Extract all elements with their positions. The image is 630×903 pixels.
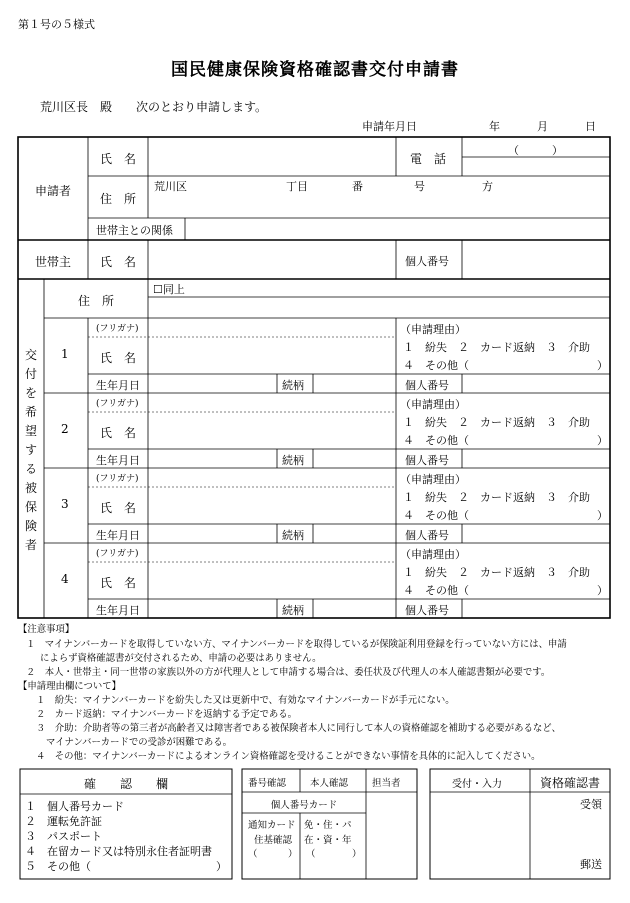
name-label: 氏 名 (100, 351, 137, 365)
relation-label: 続柄 (282, 529, 304, 542)
name-label: 氏 名 (100, 426, 137, 440)
applicant-address-label: 住 所 (100, 192, 137, 206)
address-chome: 丁目 (286, 180, 308, 193)
personal-card-label: 個人番号カード (270, 800, 338, 811)
note-1b: によらず資格確認書が交付されるため、申請の必要はありません。 (40, 653, 322, 664)
personal-number-label: 個人番号 (405, 529, 449, 542)
reason-other-close: ） (597, 434, 608, 447)
name-field[interactable] (150, 414, 394, 448)
householder-section-label: 世帯主 (35, 255, 72, 269)
reason-options[interactable]: １ 紛失 ２ カード返納 ３ 介助 (403, 416, 590, 429)
householder-number-label: 個人番号 (405, 255, 449, 268)
reason-other-close: ） (597, 584, 608, 597)
insured-address-label: 住 所 (78, 294, 115, 308)
page-title: 国民健康保険資格確認書交付申請書 (171, 60, 459, 80)
confirm-item-4[interactable]: ４ 在留カード又は特別永住者証明書 (25, 845, 212, 858)
birth-field[interactable] (150, 526, 276, 542)
reason-other-close: ） (597, 509, 608, 522)
reason-other[interactable]: ４ その他（ (403, 434, 469, 447)
name-field[interactable] (150, 564, 394, 598)
paren-close-right: ） (352, 849, 362, 860)
reason-note-3a: ３ 介助：介助者等の第三者が高齢者又は障害者である被保険者本人に同行して本人の資格確認を補助する必要があるなど、 (36, 723, 562, 734)
relation-label: 続柄 (282, 604, 304, 617)
address-ward: 荒川区 (154, 180, 187, 193)
phone-label: 電 話 (410, 152, 447, 166)
notice-card-label: 通知カード (248, 820, 296, 831)
reason-title: （申請理由） (400, 398, 466, 411)
applicant-section-label: 申請者 (35, 184, 72, 198)
address-go: 号 (414, 180, 425, 193)
relation-label: 世帯主との関係 (96, 224, 173, 237)
reason-options[interactable]: １ 紛失 ２ カード返納 ３ 介助 (403, 341, 590, 354)
householder-name-field[interactable] (150, 242, 394, 277)
relation-label: 続柄 (282, 379, 304, 392)
reasons-header: 【申請理由欄について】 (18, 681, 121, 692)
mailed-label: 郵送 (580, 858, 602, 871)
reason-other[interactable]: ４ その他（ (403, 584, 469, 597)
date-day: 日 (585, 120, 596, 133)
reason-title: （申請理由） (400, 473, 466, 486)
relation-field[interactable] (315, 601, 395, 617)
received-label: 受領 (580, 798, 602, 811)
reason-note-2: ２ カード返納：マイナンバーカードを返納する予定である。 (36, 709, 298, 720)
accept-input-label: 受付・入力 (452, 779, 502, 790)
furigana-label: (フリガナ) (96, 549, 139, 559)
personal-number-label: 個人番号 (405, 454, 449, 467)
name-label: 氏 名 (100, 576, 137, 590)
personal-number-label: 個人番号 (405, 604, 449, 617)
furigana-field[interactable] (150, 395, 394, 411)
reason-note-1: １ 紛失：マイナンバーカードを紛失した又は更新中で、有効なマイナンバーカードが手元にない。 (36, 695, 455, 706)
person-number: 3 (61, 497, 69, 511)
reason-note-4: ４ その他：マイナンバーカードによるオンライン資格確認を受けることができない事情を具体的に記入してください。 (36, 751, 541, 762)
furigana-field[interactable] (150, 320, 394, 336)
person-number: 2 (61, 422, 69, 436)
confirm-item-5-close: ） (216, 860, 227, 873)
personal-number-label: 個人番号 (405, 379, 449, 392)
relation-field[interactable] (315, 451, 395, 467)
applicant-name-label: 氏 名 (100, 152, 137, 166)
furigana-field[interactable] (150, 470, 394, 486)
reason-title: （申請理由） (400, 548, 466, 561)
birth-label: 生年月日 (96, 454, 140, 467)
address-ban: 番 (352, 180, 363, 193)
resident-check-label: 住基確認 (254, 835, 293, 846)
applicant-name-field[interactable] (150, 139, 394, 175)
householder-number-field[interactable] (464, 242, 608, 277)
date-month: 月 (537, 120, 548, 133)
confirm-item-2[interactable]: ２ 運転免許証 (25, 815, 102, 828)
card-label: 資格確認書 (540, 776, 601, 790)
confirm-item-3[interactable]: ３ パスポート (25, 830, 102, 843)
id-check-label: 本人確認 (310, 778, 349, 789)
relation-label: 続柄 (282, 454, 304, 467)
notes-header: 【注意事項】 (18, 624, 75, 635)
personal-number-field[interactable] (464, 526, 608, 542)
insured-address-field[interactable] (150, 299, 608, 317)
furigana-label: (フリガナ) (96, 324, 139, 334)
form-number: 第１号の５様式 (18, 18, 95, 31)
addressee: 荒川区長 殿 次のとおり申請します。 (40, 100, 268, 114)
confirm-item-5[interactable]: ５ その他（ (25, 860, 91, 873)
birth-field[interactable] (150, 451, 276, 467)
date-year: 年 (489, 120, 500, 133)
birth-field[interactable] (150, 601, 276, 617)
paren-open-left: （ (248, 849, 258, 860)
reason-options[interactable]: １ 紛失 ２ カード返納 ３ 介助 (403, 491, 590, 504)
birth-label: 生年月日 (96, 529, 140, 542)
reason-other[interactable]: ４ その他（ (403, 509, 469, 522)
applicant-address-field[interactable] (150, 178, 608, 216)
householder-name-label: 氏 名 (100, 255, 137, 269)
relation-field[interactable] (315, 376, 395, 392)
relation-field[interactable] (315, 526, 395, 542)
furigana-label: (フリガナ) (96, 474, 139, 484)
staff-label: 担当者 (372, 778, 401, 789)
paren-close-left: ） (288, 849, 298, 860)
reason-note-3b: マイナンバーカードでの受診が困難である。 (46, 737, 232, 748)
reason-title: （申請理由） (400, 323, 466, 336)
paren-open-right: （ (306, 849, 316, 860)
zaiso-label: 在・資・年 (304, 835, 352, 846)
number-check-label: 番号確認 (248, 778, 287, 789)
name-label: 氏 名 (100, 501, 137, 515)
reason-options[interactable]: １ 紛失 ２ カード返納 ３ 介助 (403, 566, 590, 579)
birth-field[interactable] (150, 376, 276, 392)
note-2: ２ 本人・世帯主・同一世帯の家族以外の方が代理人として申請する場合は、委任状及び代理人の本人確認書類が必要です。 (26, 667, 551, 678)
personal-number-field[interactable] (464, 376, 608, 392)
address-kata: 方 (482, 180, 493, 193)
furigana-label: (フリガナ) (96, 399, 139, 409)
birth-label: 生年月日 (96, 604, 140, 617)
confirm-item-1[interactable]: １ 個人番号カード (25, 800, 124, 813)
personal-number-field[interactable] (464, 451, 608, 467)
name-field[interactable] (150, 489, 394, 523)
note-1a: １ マイナンバーカードを取得していない方、マイナンバーカードを取得しているが保険証利用登録を行っていない方には、申請 (26, 639, 567, 650)
person-number: 1 (61, 347, 69, 361)
phone-area-paren: （ ） (508, 144, 563, 157)
confirm-box-title: 確 認 欄 (83, 777, 168, 791)
same-as-above-checkbox[interactable]: ☐同上 (153, 283, 185, 296)
reason-other[interactable]: ４ その他（ (403, 359, 469, 372)
person-number: 4 (61, 572, 69, 586)
personal-number-field[interactable] (464, 601, 608, 617)
date-label: 申請年月日 (362, 120, 417, 133)
furigana-field[interactable] (150, 545, 394, 561)
name-field[interactable] (150, 339, 394, 373)
birth-label: 生年月日 (96, 379, 140, 392)
reason-other-close: ） (597, 359, 608, 372)
relation-field[interactable] (187, 220, 608, 239)
menkyo-label: 免・住・パ (304, 820, 352, 831)
